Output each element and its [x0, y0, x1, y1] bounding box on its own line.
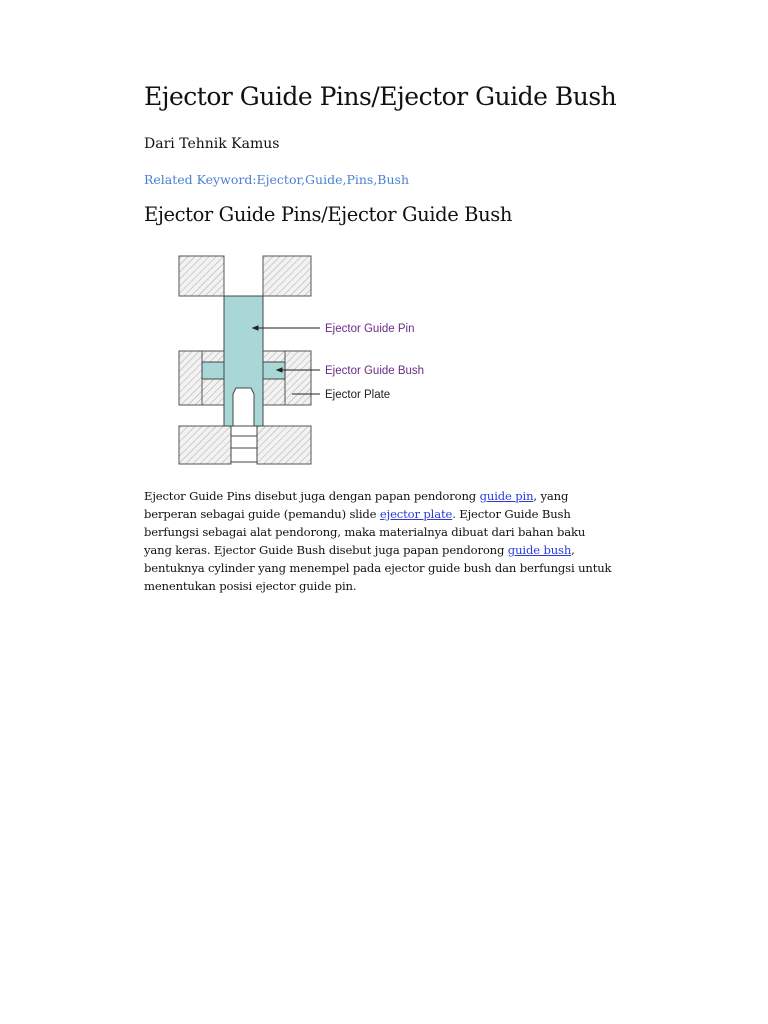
body-text-part-4: , bentuknya cylinder yang menempel pada ejector guide bush dan berfungsi untuk menentukan posisi ejector guide pin. [144, 543, 612, 593]
link-guide-pin[interactable]: guide pin [479, 489, 534, 503]
page-title: Ejector Guide Pins/Ejector Guide Bush [144, 82, 617, 111]
section-heading: Ejector Guide Pins/Ejector Guide Bush [144, 203, 513, 226]
link-guide-bush[interactable]: guide bush [507, 543, 572, 557]
guide-pin [224, 296, 263, 426]
related-keywords[interactable]: Related Keyword:Ejector,Guide,Pins,Bush [144, 172, 410, 187]
label-ejector-guide-bush: Ejector Guide Bush [325, 365, 425, 377]
body-paragraph [144, 487, 614, 595]
body-text-part-2: , yang berperan sebagai guide (pemandu) slide [144, 489, 569, 521]
bolt-head [231, 426, 257, 462]
source-line: Dari Tehnik Kamus [144, 136, 280, 152]
link-ejector-plate[interactable]: ejector plate [379, 507, 453, 521]
label-ejector-guide-pin: Ejector Guide Pin [325, 323, 415, 335]
label-ejector-plate: Ejector Plate [325, 389, 391, 401]
body-text-part-1: Ejector Guide Pins disebut juga dengan papan pendorong [144, 489, 480, 503]
ejector-guide-diagram [176, 254, 446, 466]
top-plate [179, 256, 311, 296]
body-text-part-3: . Ejector Guide Bush berfungsi sebagai alat pendorong, maka materialnya dibuat dari bahan baku yang keras. Ejector Guide Bush disebut juga papan pendorong [144, 507, 586, 557]
